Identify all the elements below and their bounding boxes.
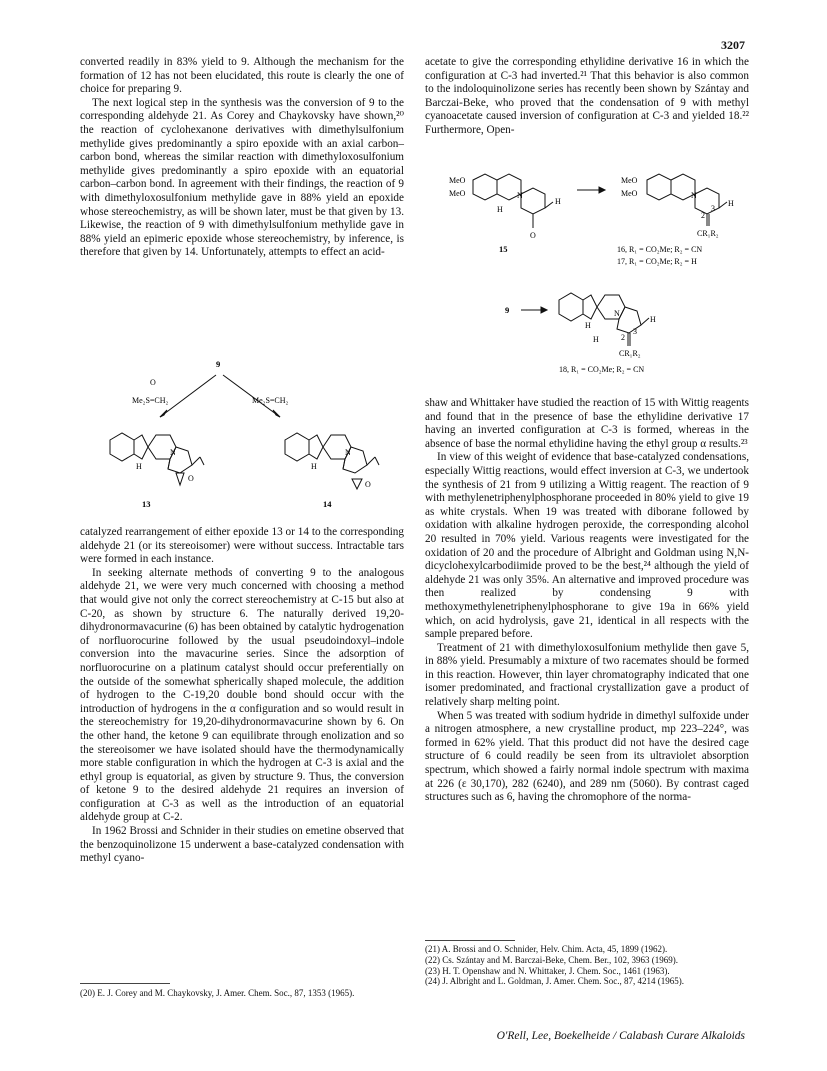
methoxy-label: MeO (449, 189, 466, 198)
h-atom-label: H (136, 462, 142, 471)
reaction-arrow-left (160, 375, 216, 417)
h-atom-label: H (650, 315, 656, 324)
paragraph: The next logical step in the synthesis was the conversion of 9 to the corresponding aldehyde 21. As Corey and Chaykovsky have shown,²⁰ the reaction of cyclohexanone derivatives with dimethylsulfonium methylide gives predominantly a spiro epoxide with an axial carbon–carbon bond, whereas the similar reaction with dimethyloxosulfonium methylide gives predominantly a spiro epoxide with an equatorial carbon–carbon bond. In agreement with their findings, the reaction of 9 with dimethyloxosulfonium methylide gave in 88% yield an epoxide whose stereochemistry, as will be shown later, must be that given by 13. Likewise, the reaction of 9 with dimethylsulfonium methylide gave in 88% yield an epimeric epoxide whose stereochemistry, by inference, is therefore that given by 14. Unfortunately, attempts to effect an acid- (80, 96, 404, 259)
left-column-bottom (80, 526, 404, 866)
position-2-label: 2 (621, 333, 625, 342)
position-3-label: 3 (633, 327, 637, 336)
paragraph: converted readily in 83% yield to 9. Although the mechanism for the formation of 12 has not been elucidated, this route is clearly the one of choice for preparing 9. (80, 56, 404, 96)
position-3-label: 3 (711, 204, 715, 213)
methoxy-label: MeO (621, 189, 638, 198)
structure-16-17 (647, 174, 727, 226)
right-column-top (425, 56, 749, 138)
n-atom-label: N (517, 191, 523, 200)
compound-15-label: 15 (499, 244, 508, 254)
reagent-sulfonium: Me₂S=CH₂ (252, 396, 289, 405)
footnote: (21) A. Brossi and O. Schnider, Helv. Chim. Acta, 45, 1899 (1962). (425, 944, 668, 954)
n-atom-label: N (170, 448, 176, 457)
compound-18-caption: 18, R₁ = CO₂Me; R₂ = CN (559, 365, 645, 374)
methoxy-label: MeO (621, 176, 638, 185)
footnotes-left (80, 988, 404, 999)
paragraph: catalyzed rearrangement of either epoxide 13 or 14 to the corresponding aldehyde 21 (or its stereoisomer) were without success. Intractable tars were formed in each instance. (80, 526, 404, 566)
start-compound-label: 9 (505, 305, 510, 315)
compound-17-caption: 17, R₁ = CO₂Me; R₂ = H (617, 257, 697, 266)
paragraph: acetate to give the corresponding ethylidine derivative 16 in which the configuration at C-3 had inverted.²¹ That this behavior is also common to the indoloquinolizone series has recently been shown by Szántay and Barczai-Beke, who proved that the condensation of 9 with methyl cyanoacetate caused inversion of configuration at C-3 and yielded 18.²² Furthermore, Open- (425, 56, 749, 136)
compound-14-label: 14 (323, 499, 332, 509)
footnote: (22) Cs. Szántay and M. Barczai-Beke, Chem. Ber., 102, 3963 (1969). (425, 954, 678, 965)
paragraph: When 5 was treated with sodium hydride in dimethyl sulfoxide under a nitrogen atmosphere, a new crystalline product, mp 223–224°, was formed in 62% yield. That this product did not have the desired cage structure of 6 could readily be seen from its ultraviolet absorption spectrum, which showed a fairly normal indole spectrum with maxima at 226 (ε 30,170), 282 (6240), and 289 nm (5060). By contrast caged structures such as 6, having the chromophore of the norma- (425, 709, 749, 804)
reagent-oxosulfonium: Me₂S=CH₂ (132, 396, 169, 405)
structure-18 (559, 293, 649, 346)
o-atom-label: O (188, 474, 194, 483)
paragraph: In seeking alternate methods of converting 9 to the analogous aldehyde 21, we were very much concerned with choosing a method that would give not only the correct stereochemistry at C-15 but also at C-20, as shown by structure 6. The naturally derived 19,20-dihydronormavacurine (6) has been obtained by catalytic hydrogenation of norfluorocurine followed by the usual pseudoindoxyl–indole conversion into the mavacurine series. Since the adsorption of norfluorocurine on a platinum catalyst should occur preferentially on the outside of the somewhat spherically shaped molecule, the addition of hydrogen to the C-19,20 double bond should occur with the introduction of hydrogens in the α configuration and so would result in the stereochemistry for 19,20-dihydronormavacurine shown by 6. On the other hand, the ketone 9 can equilibrate through enolization and so the stereoisomer we have isolated should have the thermodynamically more stable configuration in which the hydrogen at C-3 is axial and the ethyl group is equatorial, as given by structure 9. Thus, the conversion of ketone 9 to the desired aldehyde 21 requires an inversion of configuration at C-3 as well as the introduction of an equatorial aldehyde group at C-2. (80, 566, 404, 824)
footnote: (24) J. Albright and L. Goldman, J. Amer. Chem. Soc., 87, 4214 (1965). (425, 976, 684, 987)
compound-16-caption: 16, R₁ = CO₂Me; R₂ = CN (617, 245, 703, 254)
page-number: 3207 (721, 38, 745, 52)
footnote-rule (80, 983, 170, 984)
n-atom-label: N (691, 191, 697, 200)
arrowhead (541, 307, 547, 313)
compound-13-label: 13 (142, 499, 151, 509)
h-atom-label: H (311, 462, 317, 471)
paragraph: Treatment of 21 with dimethyloxosulfonium methylide then gave 5, in 88% yield. Presumably a mixture of two racemates should be formed in this reaction. However, thin layer chromatography indicated that one isomer predominated, and fractional crystallization gave a product of relatively sharp melting point. (425, 641, 749, 709)
h-atom-label: H (593, 335, 599, 344)
h-atom-label: H (728, 199, 734, 208)
paragraph: In 1962 Brossi and Schnider in their studies on emetine observed that the benzoquinolizone 15 underwent a base-catalyzed condensation with methyl cyano- (80, 825, 404, 865)
paragraph: shaw and Whittaker have studied the reaction of 15 with Wittig reagents and found that in the presence of base the ethylidine derivative 17 having an inverted configuration at C-3 is formed, whereas in the absence of base the normal ethylidine having the ethyl group α results.²³ (425, 397, 749, 450)
arrowhead (160, 410, 167, 417)
structure-15 (473, 174, 553, 228)
substituent-label: CR₁R₂ (697, 229, 719, 238)
paragraph: In view of this weight of evidence that base-catalyzed condensations, especially Wittig reactions, would effect inversion at C-3, we undertook the synthesis of 21 from 9 utilizing a Wittig reagent. The reaction of 9 with methylenetriphenylphosphorane proceeded in 80% yield to give 19 as white crystals. When 19 was treated with diborane followed by oxidation with alkaline hydrogen peroxide, the corresponding alcohol 20 resulted in 70% yield. Various reagents were investigated for the oxidation of 20 and the procedure of Albright and Goldman using N,N-dicyclohexylcarbodiimide proved to be the best,²⁴ although the yield of aldehyde 21 was only 35%. An alternative and improved procedure was then realized by condensing 9 with methoxymethylenetriphenylphosphorane to give 19a in 66% yield which, on acid hydrolysis, gave 21, identical in all respects with the sample prepared before. (425, 451, 749, 641)
o-atom-label: O (365, 480, 371, 489)
footnote: (23) H. T. Openshaw and N. Whittaker, J. Chem. Soc., 1461 (1963). (425, 965, 670, 976)
h-atom-label: H (555, 197, 561, 206)
arrowhead (273, 410, 280, 417)
left-column-top (80, 56, 404, 260)
position-2-label: 2 (701, 211, 705, 220)
footnote-rule (425, 940, 515, 941)
arrowhead (599, 187, 605, 193)
start-compound-label: 9 (216, 359, 221, 369)
methoxy-label: MeO (449, 176, 466, 185)
footnotes-right (425, 944, 749, 987)
h-atom-label: H (585, 321, 591, 330)
right-column-bottom (425, 397, 749, 805)
condensation-scheme (425, 168, 749, 394)
footnote: (20) E. J. Corey and M. Chaykovsky, J. Amer. Chem. Soc., 87, 1353 (1965). (80, 988, 355, 998)
n-atom-label: N (345, 448, 351, 457)
epoxide-scheme (80, 355, 404, 525)
reagent-oxo-o: O (150, 378, 156, 387)
running-footer: O'Rell, Lee, Boekelheide / Calabash Curare Alkaloids (496, 1030, 745, 1042)
h-atom-label: H (497, 205, 503, 214)
substituent-label: CR₁R₂ (619, 349, 641, 358)
n-atom-label: N (614, 309, 620, 318)
o-atom-label: O (530, 231, 536, 240)
